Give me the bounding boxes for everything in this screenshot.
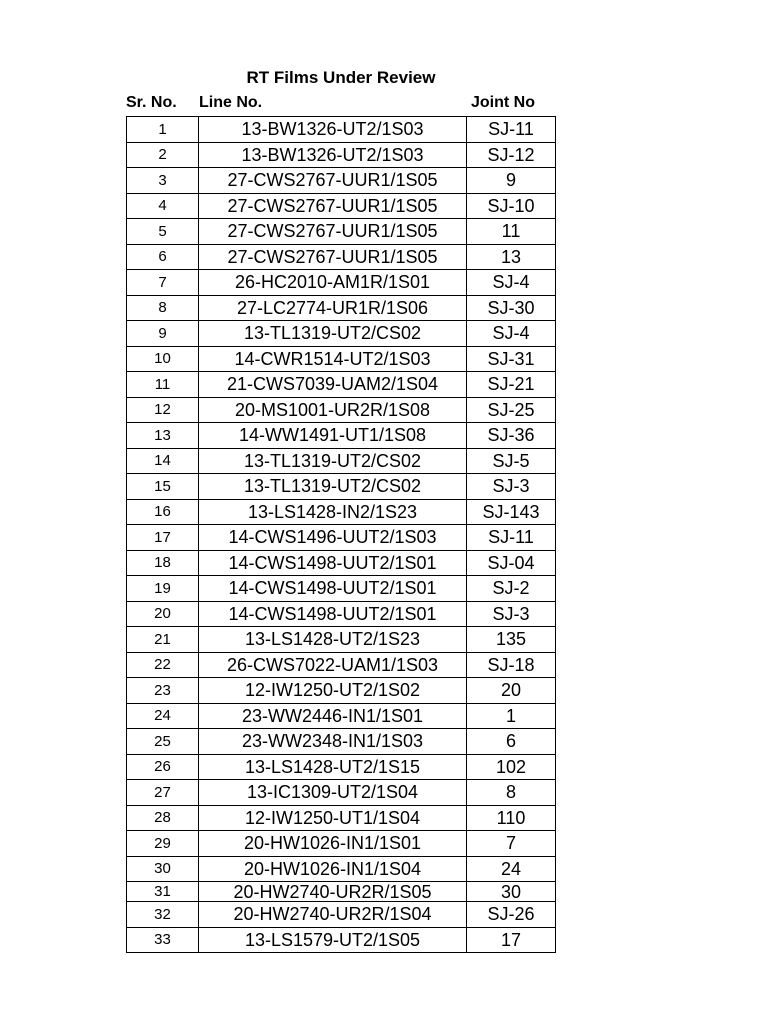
table-row — [127, 193, 556, 219]
table-row — [127, 448, 556, 474]
line-no-cell: 13-LS1579-UT2/1S05 — [199, 927, 467, 953]
sr-no-cell: 18 — [127, 550, 199, 576]
sr-no-cell: 19 — [127, 576, 199, 602]
sr-no-cell: 14 — [127, 448, 199, 474]
line-no-cell: 13-LS1428-IN2/1S23 — [199, 499, 467, 525]
sr-no-cell: 22 — [127, 652, 199, 678]
sr-no-cell: 7 — [127, 270, 199, 296]
sr-no-cell: 28 — [127, 805, 199, 831]
joint-no-cell: 7 — [467, 831, 556, 857]
joint-no-cell: 17 — [467, 927, 556, 953]
joint-no-cell: SJ-11 — [467, 525, 556, 551]
sr-no-cell: 17 — [127, 525, 199, 551]
table-row — [127, 856, 556, 882]
joint-no-cell: SJ-26 — [467, 902, 556, 928]
line-no-cell: 14-CWS1496-UUT2/1S03 — [199, 525, 467, 551]
joint-no-cell: SJ-2 — [467, 576, 556, 602]
sr-no-cell: 1 — [127, 117, 199, 143]
table-row — [127, 601, 556, 627]
rt-films-table — [126, 116, 556, 953]
joint-no-cell: 135 — [467, 627, 556, 653]
table-row — [127, 168, 556, 194]
document-title: RT Films Under Review — [246, 68, 436, 87]
sr-no-cell: 30 — [127, 856, 199, 882]
line-no-cell: 13-TL1319-UT2/CS02 — [199, 448, 467, 474]
header-line-no: Line No. — [199, 94, 263, 111]
sr-no-cell: 24 — [127, 703, 199, 729]
line-no-cell: 23-WW2446-IN1/1S01 — [199, 703, 467, 729]
table-row — [127, 805, 556, 831]
line-no-cell: 27-CWS2767-UUR1/1S05 — [199, 219, 467, 245]
table-row — [127, 831, 556, 857]
table-row — [127, 372, 556, 398]
line-no-cell: 27-CWS2767-UUR1/1S05 — [199, 193, 467, 219]
line-no-cell: 13-TL1319-UT2/CS02 — [199, 474, 467, 500]
line-no-cell: 13-IC1309-UT2/1S04 — [199, 780, 467, 806]
joint-no-cell: SJ-21 — [467, 372, 556, 398]
sr-no-cell: 8 — [127, 295, 199, 321]
table-row — [127, 703, 556, 729]
joint-no-cell: 13 — [467, 244, 556, 270]
line-no-cell: 14-CWS1498-UUT2/1S01 — [199, 576, 467, 602]
table-row — [127, 474, 556, 500]
table-row — [127, 729, 556, 755]
table-row — [127, 927, 556, 953]
table-row — [127, 270, 556, 296]
table-row — [127, 219, 556, 245]
sr-no-cell: 10 — [127, 346, 199, 372]
joint-no-cell: SJ-36 — [467, 423, 556, 449]
table-row — [127, 397, 556, 423]
sr-no-cell: 27 — [127, 780, 199, 806]
table-row — [127, 576, 556, 602]
header-sr-no: Sr. No. — [126, 94, 177, 111]
joint-no-cell: SJ-5 — [467, 448, 556, 474]
joint-no-cell: 9 — [467, 168, 556, 194]
sr-no-cell: 6 — [127, 244, 199, 270]
table-row — [127, 499, 556, 525]
joint-no-cell: SJ-31 — [467, 346, 556, 372]
joint-no-cell: SJ-4 — [467, 270, 556, 296]
line-no-cell: 14-CWS1498-UUT2/1S01 — [199, 601, 467, 627]
table-row — [127, 754, 556, 780]
sr-no-cell: 5 — [127, 219, 199, 245]
sr-no-cell: 32 — [127, 902, 199, 928]
joint-no-cell: SJ-3 — [467, 601, 556, 627]
table-row — [127, 678, 556, 704]
joint-no-cell: 102 — [467, 754, 556, 780]
sr-no-cell: 13 — [127, 423, 199, 449]
line-no-cell: 21-CWS7039-UAM2/1S04 — [199, 372, 467, 398]
line-no-cell: 27-CWS2767-UUR1/1S05 — [199, 168, 467, 194]
line-no-cell: 13-BW1326-UT2/1S03 — [199, 117, 467, 143]
sr-no-cell: 20 — [127, 601, 199, 627]
sr-no-cell: 23 — [127, 678, 199, 704]
line-no-cell: 14-CWR1514-UT2/1S03 — [199, 346, 467, 372]
sr-no-cell: 33 — [127, 927, 199, 953]
line-no-cell: 27-CWS2767-UUR1/1S05 — [199, 244, 467, 270]
line-no-cell: 20-HW2740-UR2R/1S05 — [199, 882, 467, 902]
line-no-cell: 20-MS1001-UR2R/1S08 — [199, 397, 467, 423]
table-row — [127, 550, 556, 576]
joint-no-cell: SJ-143 — [467, 499, 556, 525]
joint-no-cell: 30 — [467, 882, 556, 902]
sr-no-cell: 4 — [127, 193, 199, 219]
sr-no-cell: 15 — [127, 474, 199, 500]
sr-no-cell: 26 — [127, 754, 199, 780]
line-no-cell: 20-HW1026-IN1/1S04 — [199, 856, 467, 882]
line-no-cell: 12-IW1250-UT1/1S04 — [199, 805, 467, 831]
sr-no-cell: 12 — [127, 397, 199, 423]
line-no-cell: 26-HC2010-AM1R/1S01 — [199, 270, 467, 296]
joint-no-cell: SJ-11 — [467, 117, 556, 143]
sr-no-cell: 16 — [127, 499, 199, 525]
table-row — [127, 321, 556, 347]
joint-no-cell: SJ-04 — [467, 550, 556, 576]
line-no-cell: 13-TL1319-UT2/CS02 — [199, 321, 467, 347]
joint-no-cell: SJ-12 — [467, 142, 556, 168]
sr-no-cell: 25 — [127, 729, 199, 755]
rt-films-table-body — [127, 117, 556, 953]
joint-no-cell: SJ-10 — [467, 193, 556, 219]
table-row — [127, 780, 556, 806]
line-no-cell: 13-LS1428-UT2/1S23 — [199, 627, 467, 653]
table-row — [127, 882, 556, 902]
line-no-cell: 27-LC2774-UR1R/1S06 — [199, 295, 467, 321]
header-joint-no: Joint No — [471, 94, 535, 111]
sr-no-cell: 3 — [127, 168, 199, 194]
line-no-cell: 13-BW1326-UT2/1S03 — [199, 142, 467, 168]
line-no-cell: 26-CWS7022-UAM1/1S03 — [199, 652, 467, 678]
joint-no-cell: 24 — [467, 856, 556, 882]
table-row — [127, 295, 556, 321]
table-row — [127, 244, 556, 270]
line-no-cell: 20-HW1026-IN1/1S01 — [199, 831, 467, 857]
table-row — [127, 346, 556, 372]
line-no-cell: 20-HW2740-UR2R/1S04 — [199, 902, 467, 928]
table-row — [127, 142, 556, 168]
table-row — [127, 652, 556, 678]
line-no-cell: 14-CWS1498-UUT2/1S01 — [199, 550, 467, 576]
joint-no-cell: 8 — [467, 780, 556, 806]
sr-no-cell: 2 — [127, 142, 199, 168]
table-row — [127, 902, 556, 928]
line-no-cell: 12-IW1250-UT2/1S02 — [199, 678, 467, 704]
line-no-cell: 13-LS1428-UT2/1S15 — [199, 754, 467, 780]
sr-no-cell: 21 — [127, 627, 199, 653]
table-row — [127, 525, 556, 551]
joint-no-cell: SJ-25 — [467, 397, 556, 423]
line-no-cell: 23-WW2348-IN1/1S03 — [199, 729, 467, 755]
joint-no-cell: SJ-3 — [467, 474, 556, 500]
sr-no-cell: 29 — [127, 831, 199, 857]
joint-no-cell: SJ-4 — [467, 321, 556, 347]
joint-no-cell: 6 — [467, 729, 556, 755]
sr-no-cell: 11 — [127, 372, 199, 398]
table-row — [127, 627, 556, 653]
table-row — [127, 423, 556, 449]
joint-no-cell: 11 — [467, 219, 556, 245]
joint-no-cell: 110 — [467, 805, 556, 831]
sr-no-cell: 31 — [127, 882, 199, 902]
line-no-cell: 14-WW1491-UT1/1S08 — [199, 423, 467, 449]
joint-no-cell: 20 — [467, 678, 556, 704]
joint-no-cell: SJ-30 — [467, 295, 556, 321]
joint-no-cell: 1 — [467, 703, 556, 729]
sr-no-cell: 9 — [127, 321, 199, 347]
joint-no-cell: SJ-18 — [467, 652, 556, 678]
table-row — [127, 117, 556, 143]
